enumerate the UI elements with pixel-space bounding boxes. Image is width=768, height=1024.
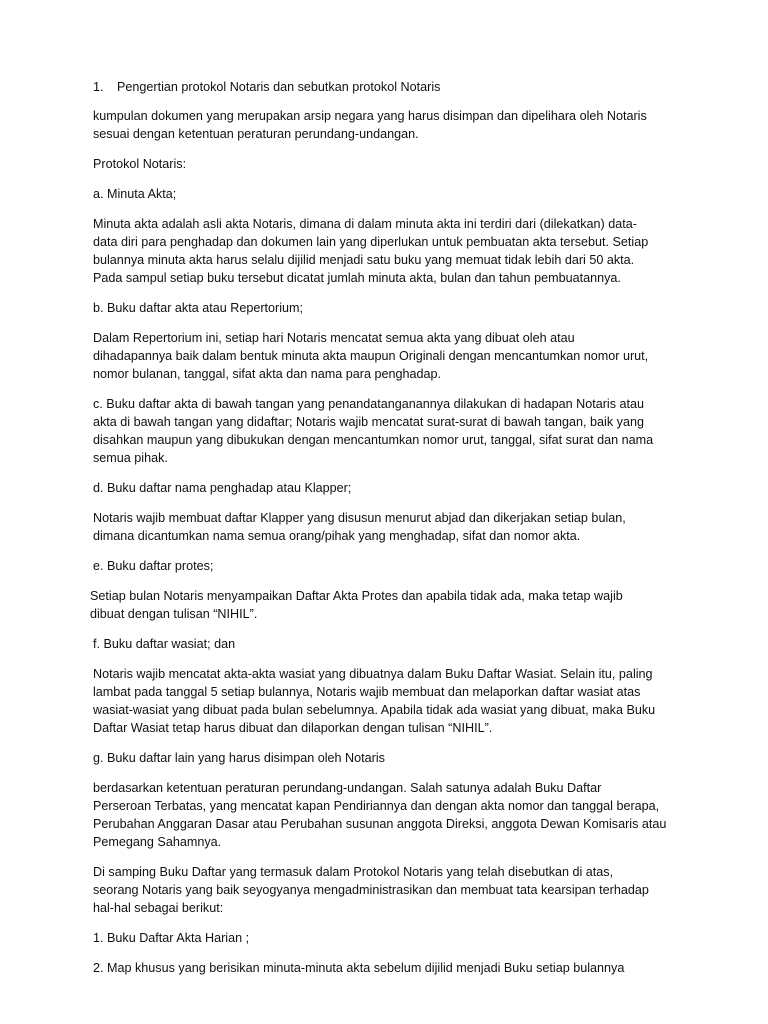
text-line: bulannya minuta akta harus selalu dijilid menjadi satu buku yang memuat tidak lebih dari 50 akta.: [93, 253, 635, 267]
paragraph: [93, 863, 683, 917]
paragraph: [93, 509, 683, 545]
text-line: Dalam Repertorium ini, setiap hari Notaris mencatat semua akta yang dibuat oleh atau: [93, 331, 575, 345]
text-line: dibuat dengan tulisan “NIHIL”.: [90, 607, 258, 621]
text-line: a. Minuta Akta;: [93, 187, 177, 201]
text-line: Di samping Buku Daftar yang termasuk dalam Protokol Notaris yang telah disebutkan di atas,: [93, 865, 614, 879]
paragraph: [93, 107, 683, 143]
text-line: Protokol Notaris:: [93, 157, 187, 171]
text-line: lambat pada tanggal 5 setiap bulannya, Notaris wajib membuat dan melaporkan daftar wasiat atas: [93, 685, 641, 699]
text-line: Notaris wajib membuat daftar Klapper yang disusun menurut abjad dan dikerjakan setiap bulan,: [93, 511, 626, 525]
paragraph: [93, 479, 683, 497]
heading-number: 1.: [93, 80, 104, 94]
text-line: c. Buku daftar akta di bawah tangan yang penandatanganannya dilakukan di hadapan Notaris atau: [93, 397, 645, 411]
paragraph: [93, 929, 683, 947]
paragraph: [90, 587, 683, 623]
text-line: 2. Map khusus yang berisikan minuta-minuta akta sebelum dijilid menjadi Buku setiap bulannya: [93, 961, 625, 975]
text-line: Pemegang Sahamnya.: [93, 835, 222, 849]
paragraph: [93, 635, 683, 653]
text-line: Perubahan Anggaran Dasar atau Perubahan susunan anggota Direksi, anggota Dewan Komisaris atau: [93, 817, 667, 831]
paragraph: [93, 557, 683, 575]
text-line: g. Buku daftar lain yang harus disimpan oleh Notaris: [93, 751, 385, 765]
text-line: data diri para penghadap dan dokumen lain yang diperlukan untuk pembuatan akta tersebut. Setiap: [93, 235, 649, 249]
text-line: dimana dicantumkan nama semua orang/pihak yang menghadap, sifat dan nomor akta.: [93, 529, 581, 543]
text-line: berdasarkan ketentuan peraturan perundang-undangan. Salah satunya adalah Buku Daftar: [93, 781, 602, 795]
paragraph: [93, 779, 683, 851]
text-line: Perseroan Terbatas, yang mencatat kapan Pendiriannya dan dengan akta nomor dan tanggal berapa,: [93, 799, 660, 813]
document-heading: [93, 78, 683, 96]
text-line: disahkan maupun yang dibukukan dengan mencantumkan nomor urut, tanggal, sifat surat dan nama: [93, 433, 654, 447]
text-line: Daftar Wasiat tetap harus dibuat dan dilaporkan dengan tulisan “NIHIL”.: [93, 721, 493, 735]
paragraph: [93, 959, 683, 977]
text-line: nomor bulanan, tanggal, sifat akta dan nama para penghadap.: [93, 367, 441, 381]
text-line: Setiap bulan Notaris menyampaikan Daftar Akta Protes dan apabila tidak ada, maka tetap wajib: [90, 589, 623, 603]
paragraph: [93, 215, 683, 287]
paragraph: [93, 329, 683, 383]
text-line: Notaris wajib mencatat akta-akta wasiat yang dibuatnya dalam Buku Daftar Wasiat. Selain itu, paling: [93, 667, 653, 681]
text-line: b. Buku daftar akta atau Repertorium;: [93, 301, 304, 315]
text-line: Pada sampul setiap buku tersebut dicatat jumlah minuta akta, bulan dan tahun pembuatannya.: [93, 271, 621, 285]
text-line: wasiat-wasiat yang dibuat pada bulan sebelumnya. Apabila tidak ada wasiat yang dibuat, maka Buku: [93, 703, 656, 717]
text-line: hal-hal sebagai berikut:: [93, 901, 224, 915]
paragraph: [93, 185, 683, 203]
text-line: f. Buku daftar wasiat; dan: [93, 637, 236, 651]
text-line: seorang Notaris yang baik seyogyanya mengadministrasikan dan membuat tata kearsipan terhadap: [93, 883, 649, 897]
text-line: e. Buku daftar protes;: [93, 559, 214, 573]
document-page: [90, 78, 683, 989]
heading-text: Pengertian protokol Notaris dan sebutkan protokol Notaris: [117, 80, 441, 94]
text-line: semua pihak.: [93, 451, 168, 465]
text-line: akta di bawah tangan yang didaftar; Notaris wajib mencatat surat-surat di bawah tangan, baik yang: [93, 415, 644, 429]
paragraph: [93, 749, 683, 767]
paragraph: [93, 395, 683, 467]
text-line: kumpulan dokumen yang merupakan arsip negara yang harus disimpan dan dipelihara oleh Notaris: [93, 109, 647, 123]
text-line: sesuai dengan ketentuan peraturan perundang-undangan.: [93, 127, 419, 141]
paragraph: [93, 155, 683, 173]
paragraph-list: [90, 107, 683, 977]
paragraph: [93, 665, 683, 737]
text-line: Minuta akta adalah asli akta Notaris, dimana di dalam minuta akta ini terdiri dari (dilekatkan) data-: [93, 217, 637, 231]
text-line: 1. Buku Daftar Akta Harian ;: [93, 931, 250, 945]
text-line: d. Buku daftar nama penghadap atau Klapper;: [93, 481, 352, 495]
paragraph: [93, 299, 683, 317]
text-line: dihadapannya baik dalam bentuk minuta akta maupun Originali dengan mencantumkan nomor urut,: [93, 349, 649, 363]
